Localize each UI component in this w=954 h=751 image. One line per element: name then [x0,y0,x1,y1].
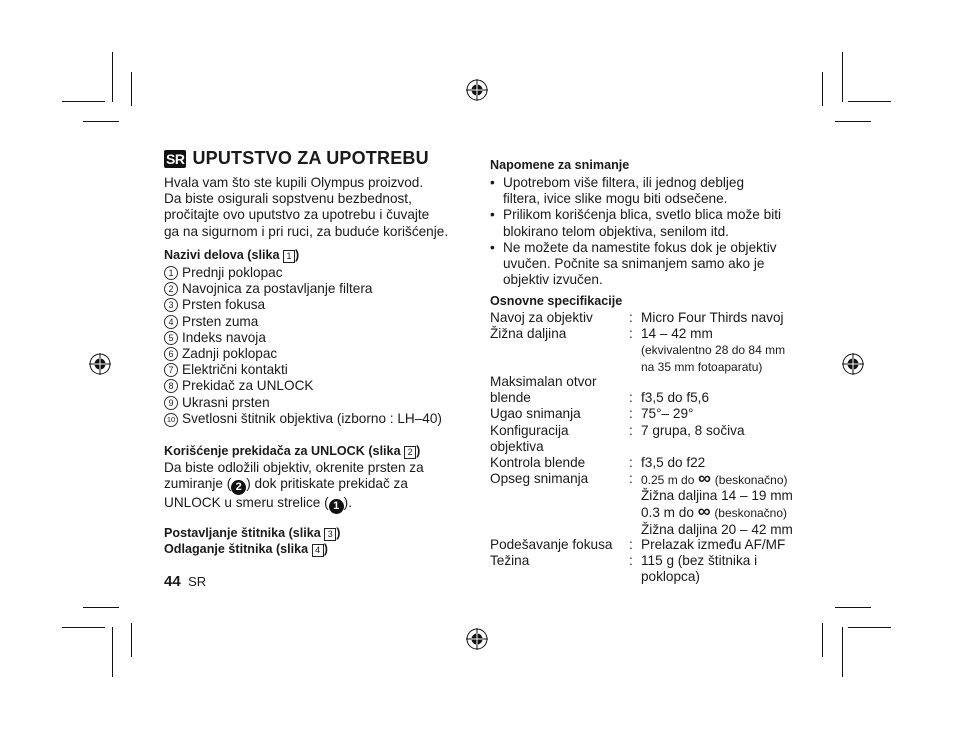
parts-list [164,265,464,427]
intro-line: pročitajte ovo uputstvo za upotrebu i čuvajte [164,207,430,223]
item-number: 10 [164,413,178,427]
figure-number: 3 [324,528,336,541]
registration-mark-icon [466,628,488,650]
list-item: 6 Zadnji poklopac [164,346,464,362]
title-text: UPUTSTVO ZA UPOTREBU [192,148,429,168]
list-item: 3 Prsten fokusa [164,297,464,313]
notes-list [490,175,800,288]
spec-row: Podešavanje fokusa : Prelazak između AF/MF [490,537,786,552]
spec-row: Opseg snimanja : 0.25 m do ∞ (beskonačno) Žižna daljina 14 – 19 mm 0.3 m do ∞ (beskonačno) Žižna daljina 20 – 42 mm [490,468,793,537]
list-item: 4 Prsten zuma [164,314,464,330]
specs-heading: Osnovne specifikacije [490,294,623,308]
list-item: 9 Ukrasni prsten [164,395,464,411]
infinity-icon: ∞ [697,501,711,522]
item-number: 6 [164,347,178,361]
page-number: 44 [164,573,181,590]
intro-line: Da biste osigurali sopstvenu bezbednost, [164,191,412,207]
bullet: • [490,207,495,223]
spec-row: Ugao snimanja : 75°– 29° [490,406,694,421]
intro-line: ga na sigurnom i pri ruci, za buduće korišćenje. [164,223,449,239]
list-item: • Upotrebom više filtera, ili jednog debljeg filtera, ivice slike mogu biti odsečene. [490,175,745,207]
figure-number: 1 [283,250,295,263]
list-item: 10 Svetlosni štitnik objektiva (izborno : LH–40) [164,411,464,427]
hood-attach-heading: Postavljanje štitnika (slika 3 ) [164,526,341,540]
item-number: 3 [164,298,178,312]
figure-number: 2 [404,446,416,459]
bullet: • [490,175,495,190]
list-item: 8 Prekidač za UNLOCK [164,378,464,394]
item-number: 7 [164,363,178,377]
page-footer [164,573,206,591]
item-number: 8 [164,379,178,393]
list-item: 2 Navojnica za postavljanje filtera [164,281,464,297]
item-number: 1 [164,266,178,280]
unlock-paragraph: Da biste odložili objektiv, okrenite prsten za zumiranje ( 2 ) dok pritiskate prekidač za UNLOCK u smeru strelice ( 1 ). [164,460,424,513]
step-2-icon: 2 [231,480,246,495]
notes-heading: Napomene za snimanje [490,158,630,172]
infinity-icon: ∞ [698,468,711,488]
spec-row: Navoj za objektiv : Micro Four Thirds navoj [490,310,784,325]
spec-row: Kontrola blende : f3,5 do f22 [490,455,706,470]
step-1-icon: 1 [329,499,344,514]
page-title [164,148,429,169]
list-item: 7 Električni kontakti [164,362,464,378]
language-badge: SR [166,150,185,167]
intro-paragraph [164,175,464,240]
item-number: 2 [164,282,178,296]
registration-mark-icon [842,353,864,375]
list-item: 1 Prednji poklopac [164,265,464,281]
item-number: 5 [164,331,178,345]
item-number: 9 [164,396,178,410]
spec-row: Konfiguracija objektiva : 7 grupa, 8 sočiva [490,423,745,455]
spec-row: Težina : 115 g (bez štitnika i poklopca) [490,553,758,585]
registration-mark-icon [466,79,488,101]
list-item: • Ne možete da namestite fokus dok je objektiv uvučen. Počnite sa snimanjem samo ako je objektiv izvučen. [490,239,777,288]
footer-lang: SR [188,574,207,589]
list-item: • Prilikom korišćenja blica, svetlo blica može biti blokirano telom objektiva, senilom itd. [490,207,782,239]
figure-number: 4 [312,544,324,557]
parts-heading: Nazivi delova (slika 1 ) [164,248,300,262]
hood-detach-heading: Odlaganje štitnika (slika 4 ) [164,542,328,556]
registration-mark-icon [89,353,111,375]
item-number: 4 [164,315,178,329]
spec-row: Žižna daljina : 14 – 42 mm (ekvivalentno 28 do 84 mm na 35 mm fotoaparatu) [490,326,786,375]
list-item: 5 Indeks navoja [164,330,464,346]
spec-row: Maksimalan otvor blende : f3,5 do f5,6 [490,374,710,406]
intro-line: Hvala vam što ste kupili Olympus proizvod. [164,175,424,190]
unlock-heading: Korišćenje prekidača za UNLOCK (slika 2 ) [164,444,421,458]
bullet: • [490,239,495,255]
